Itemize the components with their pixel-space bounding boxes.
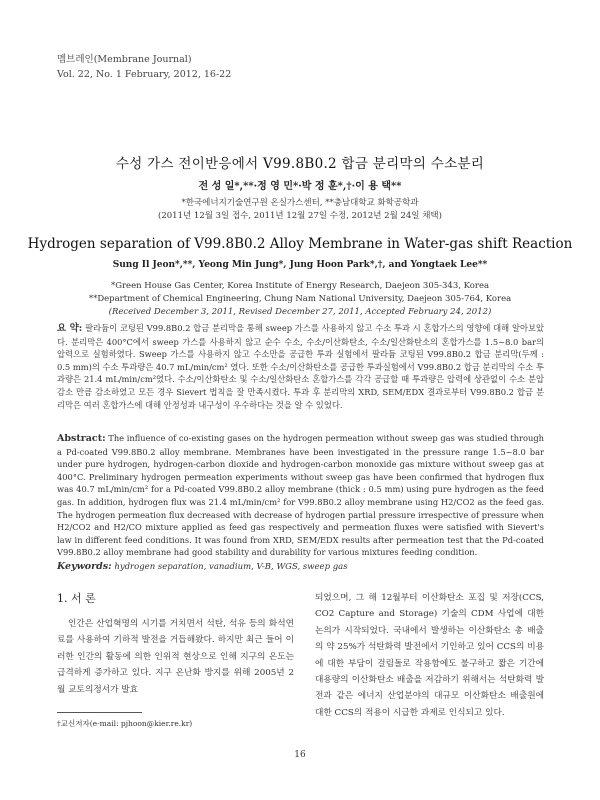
title-korean: 수성 가스 전이반응에서 V99.8B0.2 합금 분리막의 수소분리 [115, 156, 485, 172]
keywords-text: hydrogen separation, vanadium, V-B, WGS, sweep gas [114, 562, 348, 572]
section-heading: 1. 서 론 [57, 592, 96, 605]
body-text-right-column: 되었으며, 그 해 12월부터 이산화탄소 포집 및 저장(CCS, CO2 Capture and Storage) 기술의 CDM 사업에 대한 논의가 시작되었다. 국내에서 발생하는 이산화탄소 총 배출의 약 25%가 석탄화력 발전에서 기인하고 있어 CCS의 비용에 대한 부담이 걸림돌로 작용함에도 불구하고 짧은 기간에 대용량의 이산화탄소 배출을 저감하기 위해서는 석탄화력 발전과 같은 에너지 산업분야의 대규모 이산화탄소 배출원에 대한 CCS의 적용이 시급한 과제로 인식되고 있다. [315, 593, 544, 718]
affiliation-korean-line2: (2011년 12월 3일 접수, 2011년 12월 27일 수정, 2012년 2월 24일 채택) [158, 211, 442, 221]
affiliation-english-line1: *Green House Gas Center, Korea Institute of Energy Research, Daejeon 305-343, Korea [110, 281, 490, 291]
authors-korean: 전 성 일*,**·정 영 민*·박 정 훈*,†·이 용 택** [198, 181, 402, 192]
authors-english: Sung Il Jeon*,**, Yeong Min Jung*, Jung Hoon Park*,†, and Yongtaek Lee** [112, 260, 488, 270]
keywords [57, 561, 544, 572]
affiliation-korean [0, 197, 600, 223]
abstract-korean [57, 322, 544, 411]
affiliation-english-line2: **Department of Chemical Engineering, Chung Nam National University, Daejeon 305-764, Korea [88, 294, 512, 304]
abstract-english-text: The influence of co-existing gases on the hydrogen permeation without sweep gas was studied through a Pd-coated V99.8B0.2 alloy membrane. Membranes have been investigated in the pressure range 1.5~8.0 bar under pure hydrogen, hydrogen-carbon dioxide and hydrogen-carbon monoxide gas mixture without sweep gas at 400°C. Preliminary hydrogen permeation experiments without sweep gas have been confirmed that hydrogen flux was 40.7 mL/min/cm² for a Pd-coated V99.8B0.2 alloy membrane (thick : 0.5 mm) using pure hydrogen as the feed gas. In addition, hydrogen flux was 21.4 mL/min/cm² for V99.8B0.2 alloy membrane using H2/CO2 as the feed gas. The hydrogen permeation flux decreased with decrease of hydrogen partial pressure irrespective of pressure when H2/CO2 and H2/CO mixture applied as feed gas respectively and permeation fluxes were satisfied with Sievert's law in different feed conditions. It was found from XRD, SEM/EDX results after permeation test that the Pd-coated V99.8B0.2 alloy membrane had good stability and durability for various mixtures feeding condition. [57, 433, 544, 558]
body-text-left-column: 인간은 산업혁명의 시기를 거치면서 석탄, 석유 등의 화석연료를 사용하여 기하적 발전을 거듭해왔다. 하지만 최근 들어 이러한 인간의 활동에 의한 인위적 현상으로 인해 지구의 온도는 급격하게 증가하고 있다. 지구 온난화 방지를 위해 2005년 2월 교토의정서가 발효 [57, 619, 294, 695]
journal-name: 멤브레인(Membrane Journal) [57, 54, 192, 65]
footnote-corresponding-author: †교신저자(e-mail: pjhoon@kier.re.kr) [57, 719, 193, 728]
journal-header [57, 52, 231, 82]
abstract-english-label: Abstract: [57, 433, 106, 444]
keywords-label: Keywords: [57, 561, 112, 572]
footnote-divider [57, 712, 142, 713]
affiliation-english [0, 280, 600, 319]
journal-volume: Vol. 22, No. 1 February, 2012, 16-22 [57, 69, 232, 80]
abstract-english [57, 432, 544, 559]
page-number: 16 [294, 750, 306, 760]
abstract-korean-text: 팔라듐이 코팅된 V99.8B0.2 합금 분리막을 통해 sweep 가스를 사용하지 않고 수소 투과 시 혼합가스의 영향에 대해 알아보았다. 분리막은 400°C에서 sweep 가스를 사용하지 않고 순수 수소, 수소/이산화탄소, 수소/일산화탄소의 혼합가스를 1.5~8.0 bar의 압력으로 실험하였다. Sweep 가스를 사용하지 않고 수소만을 공급한 투과 실험에서 팔라듐 코팅된 V99.8B0.2 합금 분리막(두께 : 0.5 mm)의 수소 투과량은 40.7 mL/min/cm² 였다. 또한 수소/이산화탄소를 공급한 투과실험에서 V99.8B0.2 합금 분리막의 수소 투과량은 21.4 mL/min/cm²였다. 수소/이산화탄소 및 수소/일산화탄소 혼합가스를 각각 공급할 때 투과량은 압력에 상관없이 수소 분압 감소 만큼 감소하였고 모든 경우 Sievert 법칙을 잘 만족시켰다. 투과 후 분리막의 XRD, SEM/EDX 결과로부터 V99.8B0.2 합금 분리막은 여러 혼합가스에 대해 안정성과 내구성이 우수하다는 것을 알 수 있었다. [57, 323, 545, 410]
affiliation-korean-line1: *한국에너지기술연구원 온실가스센터, **충남대학교 화학공학과 [181, 198, 419, 208]
received-dates: (Received December 3, 2011, Revised December 27, 2011, Accepted February 24, 2012) [108, 307, 492, 317]
abstract-korean-label: 요 약: [57, 323, 83, 334]
title-english: Hydrogen separation of V99.8B0.2 Alloy Membrane in Water-gas shift Reaction [27, 236, 573, 252]
